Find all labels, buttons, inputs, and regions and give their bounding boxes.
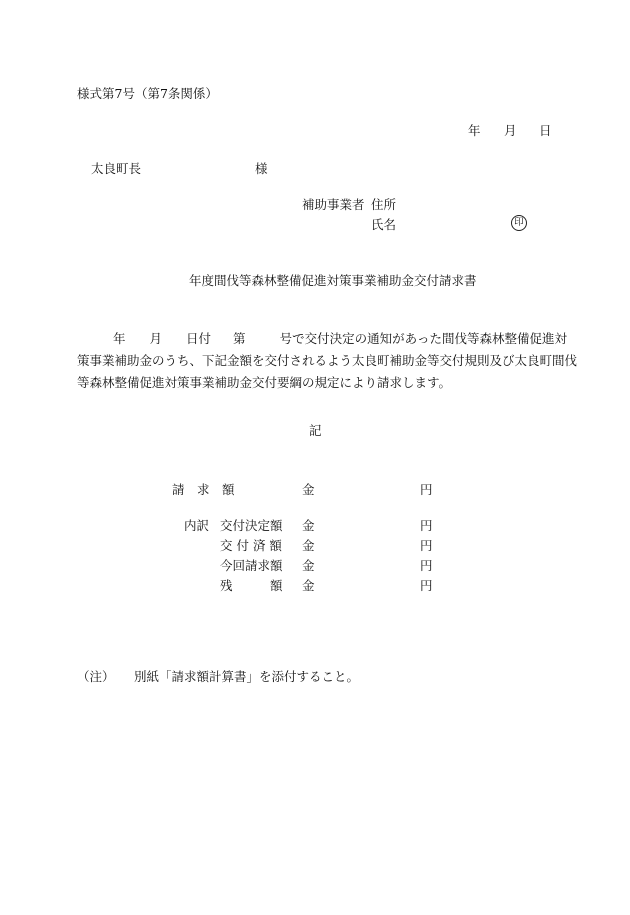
name-label: 氏名 [371,217,397,232]
date-year: 年 [468,123,481,138]
document-title: 年度間伐等森林整備促進対策事業補助金交付請求書 [189,273,477,288]
breakdown-row-label: 今回請求額 [220,558,283,573]
form-number: 様式第7号（第7条関係） [77,86,218,101]
note-text: 別紙「請求額計算書」を添付すること。 [134,669,360,684]
breakdown-row-label: 交付決定額 [220,518,283,533]
claim-en: 円 [420,482,433,497]
addressee-honorific: 様 [255,161,268,176]
breakdown-row-label: 交 付 済 額 [220,538,282,553]
breakdown-row-kin: 金 [302,558,315,573]
paragraph-line-1 [77,328,567,350]
breakdown-label: 内訳 [184,518,210,533]
breakdown-row-kin: 金 [302,538,315,553]
paragraph-line-3: 等森林整備促進対策事業補助金交付要綱の規定により請求します。 [77,375,452,390]
note-label: （注） [77,669,115,684]
body-month: 月 [149,331,163,346]
breakdown-row-en: 円 [420,538,433,553]
body-year: 年 [113,331,126,346]
breakdown-row-en: 円 [420,578,433,593]
paragraph-line-2: 策事業補助金のうち、下記金額を交付されるよう太良町補助金等交付規則及び太良町間伐 [77,353,578,368]
breakdown-row-label: 残 額 [220,578,283,593]
breakdown-row-en: 円 [420,518,433,533]
ki-heading: 記 [309,423,322,438]
request-paragraph [77,328,578,394]
date-month: 月 [504,123,517,138]
body-no-prefix: 第 [233,331,246,346]
applicant-role: 補助事業者 [302,197,365,212]
claim-label: 請 求 額 [172,482,235,497]
seal-mark: 印 [511,215,527,231]
body-day: 日付 [186,331,212,346]
address-label: 住所 [371,197,397,212]
breakdown-row-en: 円 [420,558,433,573]
date-day: 日 [539,123,552,138]
breakdown-row-kin: 金 [302,518,315,533]
body-line1-rest: 号で交付決定の通知があった間伐等森林整備促進対 [279,331,567,346]
addressee-name: 太良町長 [91,161,142,176]
claim-kin: 金 [302,482,315,497]
breakdown-row-kin: 金 [302,578,315,593]
